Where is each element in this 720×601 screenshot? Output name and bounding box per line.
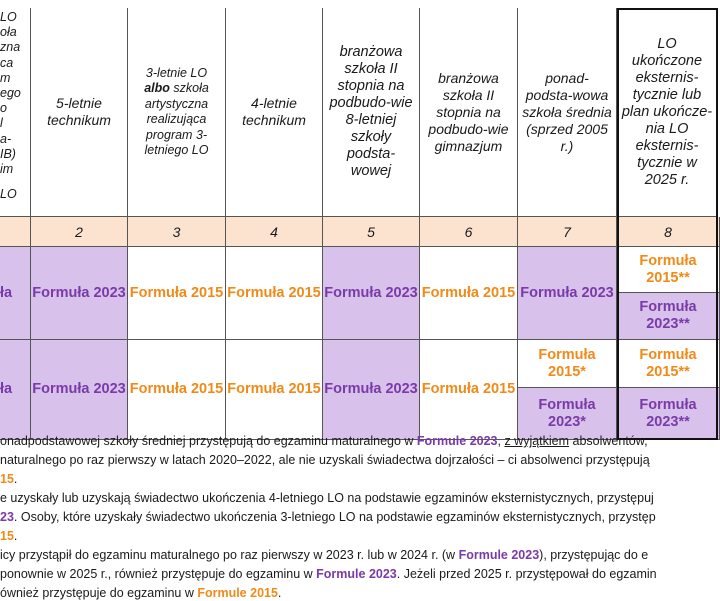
formula-ref: 15: [0, 529, 14, 543]
formula-ref: 23: [0, 510, 14, 524]
header-col1-fragments: [0, 10, 21, 202]
header-ponadpodstawowa: ponad-podsta-wowa szkoła średnia (sprzed 2005 r.): [518, 8, 617, 217]
row2-col7-bottom: [518, 388, 617, 440]
text: ponownie w 2025 r., również przystępuje do egzaminu w: [0, 567, 317, 581]
row2-col1: [0, 340, 31, 440]
row1-col3: [128, 247, 226, 340]
col3-part2: szkoła artystyczna realizująca program 3-letniego LO: [144, 81, 209, 157]
formula-label: ła: [0, 284, 13, 301]
frag: oła: [0, 25, 17, 40]
number-cell-7: 7: [518, 217, 617, 247]
number-cell-8: 8: [617, 217, 720, 247]
text: ), przystępując do e: [539, 548, 649, 562]
formula-label: Formuła 2015*: [538, 346, 596, 380]
row2-col3: [128, 340, 226, 440]
row1-col4: [226, 247, 323, 340]
footnote-line-4: e uzyskały lub uzyskają świadectwo ukończenia 4-letniego LO na podstawie egzaminów eksternistycznych, przystępuj: [0, 491, 654, 505]
header-lo-eksternistycznie: LO ukończone eksternis-tycznie lub plan ukończe-nia LO eksternis-tycznie w 2025 r.: [617, 8, 718, 217]
row1-col1: [0, 247, 31, 340]
number-cell-1: [0, 217, 31, 247]
footnote-line-6: [0, 529, 17, 544]
formula-label: Formuła 2015: [227, 381, 321, 397]
header-branzowa-8-letniej: branżowa szkoła II stopnia na podbudo-wie 8-letniej szkoły podsta-wowej: [323, 8, 420, 217]
footnote-line-3: [0, 472, 17, 487]
row1-col2: [31, 247, 128, 340]
header-5-letnie-technikum: 5-letnie technikum: [31, 8, 128, 217]
number-cell-3: 3: [128, 217, 226, 247]
formula-label: Formuła 2023*: [538, 396, 596, 430]
row2-col4: [226, 340, 323, 440]
text: absolwentów,: [569, 434, 648, 448]
formula-label: Formuła 2023: [324, 284, 418, 301]
number-cell-6: 6: [420, 217, 518, 247]
formula-ref: 15: [0, 472, 14, 486]
formula-label: Formuła 2015**: [639, 252, 697, 286]
row2-col2: [31, 340, 128, 440]
formula-ref: Formule 2023: [458, 548, 540, 562]
frag: l: [0, 116, 3, 131]
footnote-line-5: [0, 510, 656, 525]
formula-label: Formuła 2015: [129, 381, 224, 397]
formula-label: Formuła 2023: [32, 284, 126, 301]
formula-ref: Formule 2015: [197, 586, 278, 600]
frag: LO: [0, 10, 17, 24]
footnote-line-1: [0, 434, 648, 449]
header-4-letnie-technikum: 4-letnie technikum: [226, 8, 323, 217]
footnote-line-2: naturalnego po raz pierwszy w latach 2020–2022, ale nie uzyskali świadectwa dojrzałości – ci absolwenci przystępują: [0, 453, 650, 467]
text: .: [13, 529, 18, 543]
formula-label: ła: [0, 381, 13, 397]
row2-col8-top: [617, 340, 720, 388]
frag: ca: [0, 55, 14, 70]
row1-col6: [420, 247, 518, 340]
text: .: [277, 586, 282, 600]
text: . Osoby, które uzyskały świadectwo ukończenia 3-letniego LO na podstawie egzaminów eksternistycznych, przystęp: [13, 510, 656, 524]
row2-col7-top: [518, 340, 617, 388]
number-cell-2: 2: [31, 217, 128, 247]
frag: im: [0, 162, 14, 177]
formula-label: Formuła 2015: [227, 284, 321, 301]
row1-col5: [323, 247, 420, 340]
row1-col8-top: [617, 247, 720, 293]
frag: a-: [0, 131, 12, 146]
formula-label: Formuła 2015: [421, 381, 516, 397]
text: .: [13, 472, 18, 486]
text: . Jeżeli przed 2025 r. przystępował do egzamin: [396, 567, 657, 581]
footnote-line-7: [0, 548, 648, 563]
formula-label: Formuła 2023: [32, 381, 126, 397]
formula-ref: Formule 2023: [416, 434, 498, 448]
header-3-letnie-lo: [128, 8, 226, 217]
text: ównież przystępuje do egzaminu w: [0, 586, 198, 600]
formula-ref: Formule 2023: [316, 567, 397, 581]
frag: LO: [0, 187, 17, 202]
header-col1: [0, 8, 31, 217]
formula-label: Formuła 2023**: [639, 396, 697, 430]
footnote-line-8: [0, 567, 657, 582]
frag: ego: [0, 86, 21, 101]
row1-col7: [518, 247, 617, 340]
frag: o: [0, 101, 7, 116]
formula-label: Formuła 2015**: [639, 346, 697, 380]
frag: m: [0, 70, 11, 85]
col3-bold: albo: [144, 81, 170, 95]
text: onadpodstawowej szkoły średniej przystępują do egzaminu maturalnego w: [0, 434, 417, 448]
row1-col8-bottom: [617, 293, 720, 340]
col3-part1: 3-letnie LO: [145, 65, 208, 80]
frag: zna: [0, 40, 21, 55]
number-cell-5: 5: [323, 217, 420, 247]
formula-label: Formuła 2023: [324, 381, 418, 397]
formula-label: Formuła 2015: [421, 284, 516, 301]
formula-label: Formuła 2023**: [639, 299, 697, 332]
row2-col6: [420, 340, 518, 440]
text: z wyjątkiem: [504, 434, 570, 448]
footnote-line-9: [0, 586, 281, 601]
formula-label: Formuła 2023: [520, 284, 614, 301]
row2-col8-bottom: [617, 388, 720, 440]
text: icy przystąpił do egzaminu maturalnego po raz pierwszy w 2023 r. lub w 2024 r. (w: [0, 548, 459, 562]
number-cell-4: 4: [226, 217, 323, 247]
frag: IB): [0, 146, 16, 161]
formula-label: Formuła 2015: [129, 284, 224, 301]
row2-col5: [323, 340, 420, 440]
text: ,: [497, 434, 505, 448]
header-branzowa-gimnazjum: branżowa szkoła II stopnia na podbudo-wie gimnazjum: [420, 8, 518, 217]
